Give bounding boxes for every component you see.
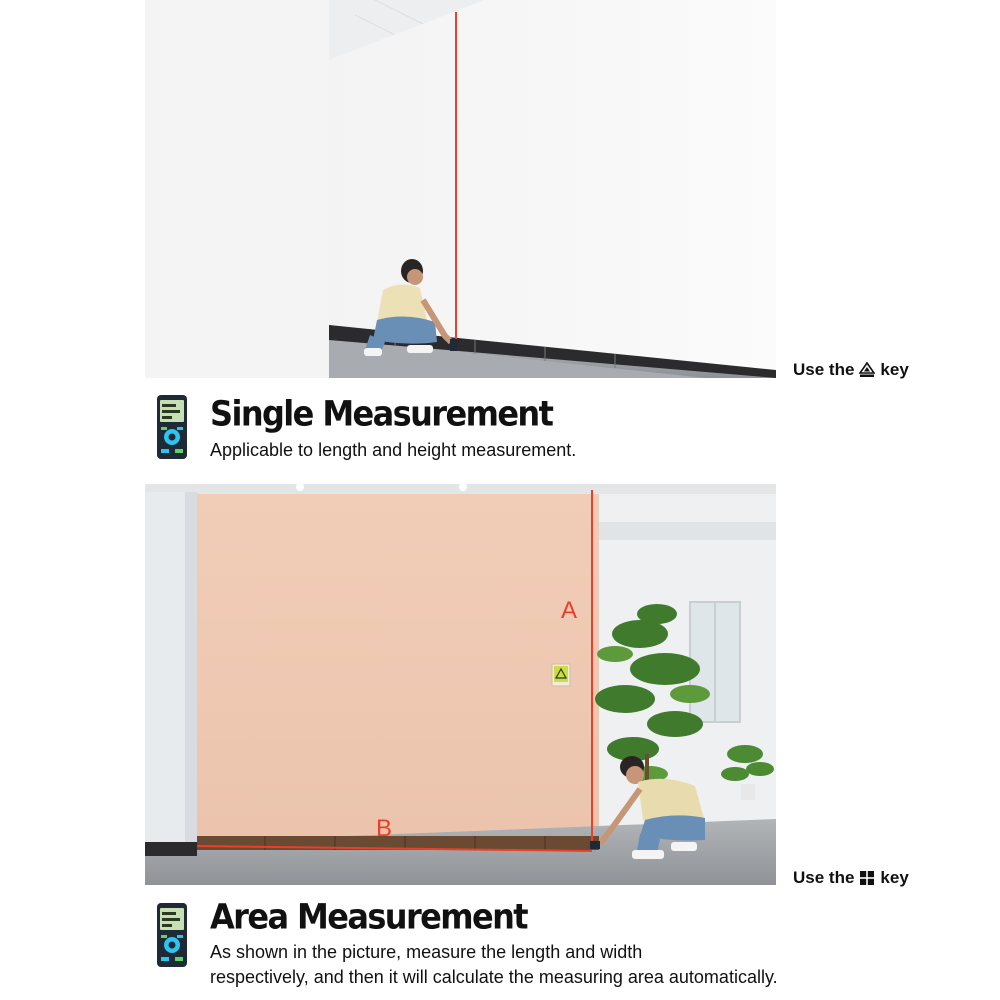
single-measurement-description: Applicable to length and height measurement. — [210, 440, 577, 460]
marker-label-a: A — [561, 597, 578, 624]
area-measurement-description — [210, 940, 830, 990]
single-measurement-title: Single Measurement — [210, 393, 553, 435]
area-measurement-title: Area Measurement — [210, 896, 527, 938]
area-description-line-1: As shown in the picture, measure the length and width — [210, 942, 643, 962]
laser-distance-meter-icon — [156, 903, 188, 967]
area-description-line-2: respectively, and then it will calculate the measuring area automatically. — [210, 967, 778, 987]
area-measurement-photo — [145, 484, 776, 885]
area-key-hint — [793, 868, 909, 888]
area-squares-key-icon — [859, 870, 875, 886]
triangle-meas-key-icon — [859, 362, 875, 378]
key-hint-prefix: Use the — [793, 360, 855, 379]
single-key-hint — [793, 360, 909, 380]
key-hint-prefix: Use the — [793, 868, 855, 887]
single-measurement-photo — [145, 0, 776, 378]
marker-label-b: B — [376, 815, 393, 842]
key-hint-suffix: key — [880, 360, 909, 379]
laser-distance-meter-icon — [156, 395, 188, 459]
key-hint-suffix: key — [880, 868, 909, 887]
